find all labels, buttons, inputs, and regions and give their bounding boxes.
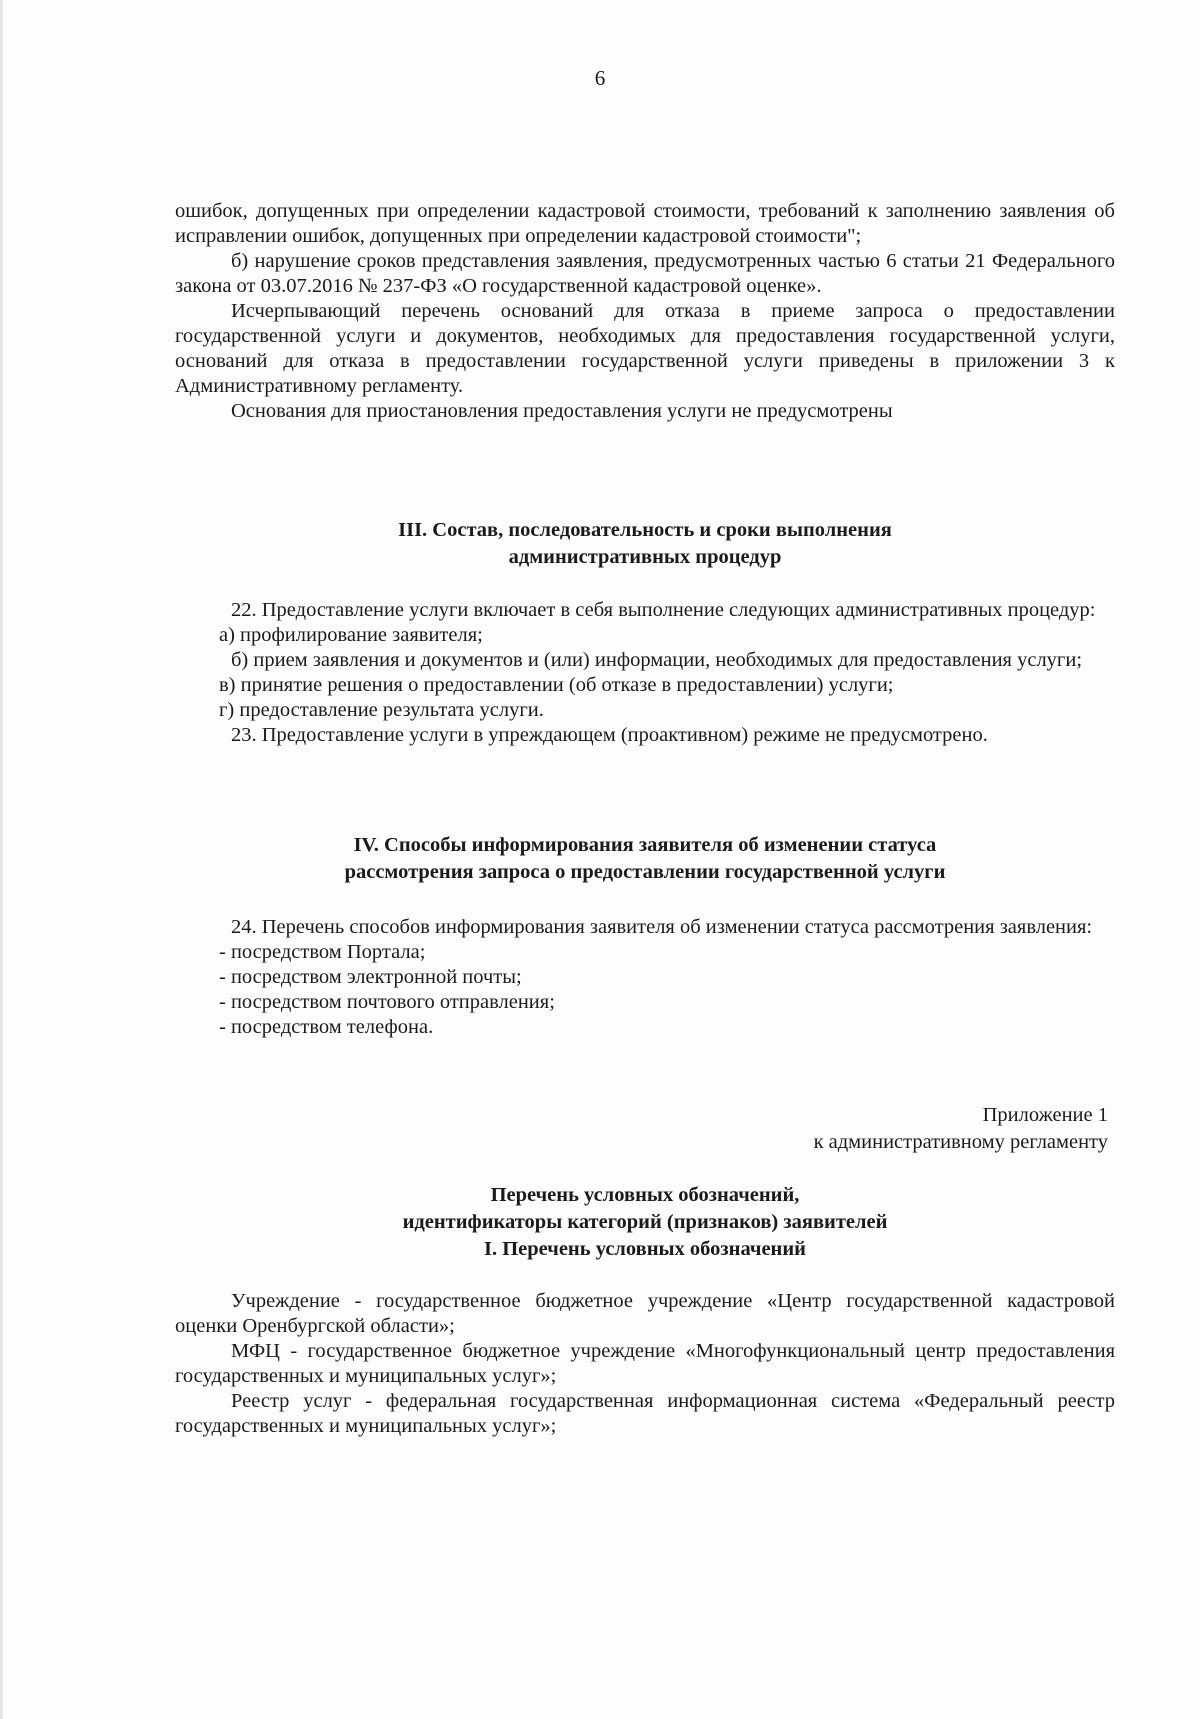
appendix-reference xyxy=(688,1102,1108,1156)
section-4-title-line-1: IV. Способы информирования заявителя об изменении статуса xyxy=(353,834,937,856)
procedure-item: а) профилирование заявителя; xyxy=(219,624,483,646)
definition-item: МФЦ - государственное бюджетное учреждение «Многофункциональный центр предоставления государственных и муниципальных услуг»; xyxy=(175,1340,1115,1387)
section-4-title-line-2: рассмотрения запроса о предоставлении государственной услуги xyxy=(344,861,946,883)
section-3-heading xyxy=(175,517,1115,571)
appendix-title-line-3: I. Перечень условных обозначений xyxy=(484,1238,806,1260)
paragraph-22: 22. Предоставление услуги включает в себя выполнение следующих административных процедур: xyxy=(231,599,1096,621)
appendix-title xyxy=(175,1182,1115,1263)
appendix-title-line-1: Перечень условных обозначений, xyxy=(490,1184,800,1206)
intro-paragraph-2: б) нарушение сроков представления заявления, предусмотренных частью 6 статьи 21 Федерального закона от 03.07.2016 № 237-ФЗ «О государственной кадастровой оценке». xyxy=(175,250,1115,297)
definition-item: Реестр услуг - федеральная государственная информационная система «Федеральный реестр государственных и муниципальных услуг»; xyxy=(175,1390,1115,1437)
intro-block xyxy=(175,199,1115,424)
procedure-item: в) принятие решения о предоставлении (об отказе в предоставлении) услуги; xyxy=(219,674,894,696)
definition-item: Учреждение - государственное бюджетное учреждение «Центр государственной кадастровой оценки Оренбургской области»; xyxy=(175,1290,1115,1337)
notification-method-item: - посредством Портала; xyxy=(219,941,426,963)
appendix-title-line-2: идентификаторы категорий (признаков) заявителей xyxy=(402,1211,888,1233)
appendix-sub-label: к административному регламенту xyxy=(813,1131,1108,1153)
section-3-title-line-1: III. Состав, последовательность и сроки выполнения xyxy=(398,519,892,541)
definitions-list xyxy=(175,1289,1115,1439)
section-3-title-line-2: административных процедур xyxy=(508,546,782,568)
procedure-item: б) прием заявления и документов и (или) информации, необходимых для предоставления услуги; xyxy=(231,649,1083,671)
intro-paragraph-1: ошибок, допущенных при определении кадастровой стоимости, требований к заполнению заявления об исправлении ошибок, допущенных при определении кадастровой стоимости"; xyxy=(175,200,1115,247)
paragraph-24: 24. Перечень способов информирования заявителя об изменении статуса рассмотрения заявления: xyxy=(231,916,1093,938)
notification-method-item: - посредством электронной почты; xyxy=(219,966,522,988)
section-3-body xyxy=(175,598,1115,748)
appendix-label: Приложение 1 xyxy=(982,1104,1108,1126)
section-4-body xyxy=(175,915,1115,1040)
paragraph-23: 23. Предоставление услуги в упреждающем (проактивном) режиме не предусмотрено. xyxy=(231,724,988,746)
notification-method-item: - посредством телефона. xyxy=(219,1016,434,1038)
notification-method-item: - посредством почтового отправления; xyxy=(219,991,555,1013)
procedure-item: г) предоставление результата услуги. xyxy=(219,699,544,721)
intro-paragraph-4: Основания для приостановления предоставления услуги не предусмотрены xyxy=(231,400,893,422)
intro-paragraph-3: Исчерпывающий перечень оснований для отказа в приеме запроса о предоставлении государственной услуги и документов, необходимых для предоставления государственной услуги, оснований для отказа в предоставлении государственной услуги приведены в приложении 3 к Административному регламенту. xyxy=(175,300,1115,397)
page-number: 6 xyxy=(594,66,606,90)
section-4-heading xyxy=(175,832,1115,886)
scan-edge xyxy=(0,0,3,1719)
